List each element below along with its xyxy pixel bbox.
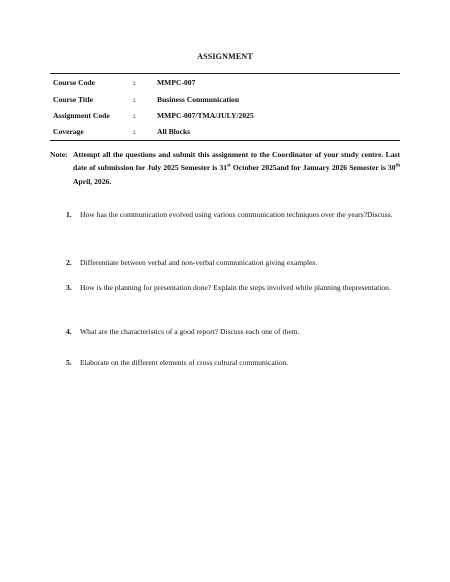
question-item [66, 208, 398, 221]
meta-value: MMPC-007/TMA/JULY/2025 [157, 111, 254, 120]
question-text: How has the communication evolved using various communication techniques over the years?Discuss. [80, 210, 393, 219]
note-text-part: April, 2026. [73, 176, 112, 186]
meta-row-course-title [53, 94, 398, 106]
note-text-part: October 2025and for January 2026 Semester is 30 [230, 163, 396, 173]
note-label: Note: [50, 150, 68, 159]
meta-colon: : [133, 95, 136, 104]
question-item [66, 325, 398, 338]
meta-label: Assignment Code [53, 111, 110, 120]
question-text: How is the planning for presentation done? Explain the steps involved while planning thepresentation. [80, 283, 391, 292]
meta-value: All Blocks [157, 127, 191, 136]
meta-value: MMPC-007 [157, 78, 196, 87]
question-number: 5. [66, 358, 72, 367]
question-text: Differentiate between verbal and non-verbal communication giving examples. [80, 258, 318, 267]
meta-label: Course Title [53, 95, 94, 104]
meta-colon: : [133, 111, 136, 120]
header-bottom-rule [50, 140, 400, 141]
meta-row-coverage [53, 126, 398, 138]
note-text [73, 148, 400, 188]
header-top-rule [50, 73, 400, 74]
question-item [66, 356, 398, 369]
note-superscript: st [227, 163, 231, 169]
question-number: 2. [66, 258, 72, 267]
meta-label: Course Code [53, 78, 95, 87]
meta-row-assignment-code [53, 110, 398, 122]
question-number: 1. [66, 210, 72, 219]
question-text: What are the characteristics of a good report? Discuss each one of them. [80, 327, 300, 336]
meta-colon: : [133, 127, 136, 136]
meta-label: Coverage [53, 127, 84, 136]
document-title: ASSIGNMENT [197, 52, 253, 61]
question-item [66, 256, 398, 269]
note-superscript: th [395, 163, 400, 169]
meta-row-course-code [53, 77, 398, 89]
meta-value: Business Communication [157, 95, 240, 104]
question-number: 4. [66, 327, 72, 336]
question-item [66, 281, 398, 294]
submission-note [50, 148, 400, 188]
question-number: 3. [66, 283, 72, 292]
meta-colon: : [133, 78, 136, 87]
question-text: Elaborate on the different elements of cross cultural communication. [80, 358, 289, 367]
note-text-part: Attempt all the questions and submit this assignment to the Coordinator of your study centre. Last date of submission for July 2025 Semester is 31 [73, 150, 400, 173]
